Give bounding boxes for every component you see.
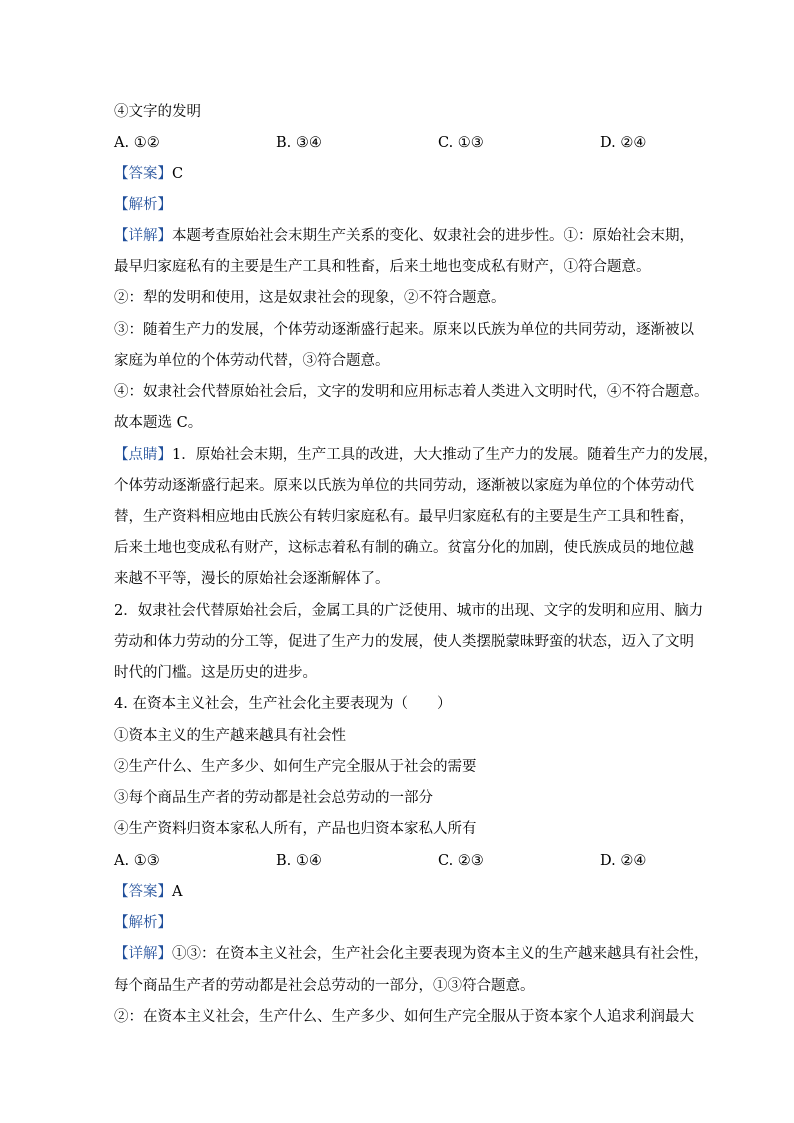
- analysis-tag: 【解析】: [114, 915, 172, 931]
- q3-detail-line: 最早归家庭私有的主要是生产工具和牲畜，后来土地也变成私有财产，①符合题意。: [114, 259, 651, 275]
- q3-point-line: 劳动和体力劳动的分工等，促进了生产力的发展，使人类摆脱蒙昧野蛮的状态，迈入了文明: [114, 634, 694, 650]
- q3-point-line: 来越不平等，漫长的原始社会逐渐解体了。: [114, 571, 390, 587]
- q4-detail-line: ②：在资本主义社会，生产什么、生产多少、如何生产完全服从于资本家个人追求利润最大: [114, 1009, 694, 1025]
- q4-detail-line: [114, 944, 709, 964]
- detail-tag: 【详解】: [114, 228, 172, 244]
- q4-choice-a: A. ①③: [114, 853, 160, 869]
- q4-choice-c: C. ②③: [438, 853, 484, 869]
- q3-choice-d: D. ②④: [600, 135, 647, 151]
- q4-choice-b: B. ①④: [276, 853, 322, 869]
- point-text: 1．原始社会末期，生产工具的改进，大大推动了生产力的发展。随着生产力的发展，: [172, 447, 718, 463]
- q4-option-1: ①资本主义的生产越来越具有社会性: [114, 728, 346, 744]
- detail-text: ①③：在资本主义社会，生产社会化主要表现为资本主义的生产越来越具有社会性，: [172, 946, 709, 962]
- q3-point-line: 后来土地也变成私有财产，这标志着私有制的确立。贫富分化的加剧，使氏族成员的地位越: [114, 540, 694, 556]
- q4-choice-d: D. ②④: [600, 853, 647, 869]
- q4-option-3: ③每个商品生产者的劳动都是社会总劳动的一部分: [114, 790, 433, 806]
- q4-option-2: ②生产什么、生产多少、如何生产完全服从于社会的需要: [114, 759, 477, 775]
- q3-point-line: 个体劳动逐渐盛行起来。原来以氏族为单位的共同劳动，逐渐被以家庭为单位的个体劳动代: [114, 478, 694, 494]
- q4-option-4: ④生产资料归资本家私人所有，产品也归资本家私人所有: [114, 821, 477, 837]
- answer-tag: 【答案】: [114, 166, 172, 182]
- q3-detail-line: 故本题选 C。: [114, 415, 203, 431]
- q3-detail-line: ②：犁的发明和使用，这是奴隶社会的现象，②不符合题意。: [114, 290, 506, 306]
- q3-choice-c: C. ①③: [438, 135, 484, 151]
- q3-answer: [114, 164, 183, 184]
- answer-value: A: [172, 884, 183, 900]
- q3-detail-line: 家庭为单位的个体劳动代替，③符合题意。: [114, 353, 390, 369]
- q4-answer: [114, 882, 182, 902]
- q3-detail-line: ④：奴隶社会代替原始社会后，文字的发明和应用标志着人类进入文明时代，④不符合题意。: [114, 384, 709, 400]
- q3-detail-line: ③：随着生产力的发展，个体劳动逐渐盛行起来。原来以氏族为单位的共同劳动，逐渐被以: [114, 322, 694, 338]
- q4-detail-line: 每个商品生产者的劳动都是社会总劳动的一部分，①③符合题意。: [114, 978, 535, 994]
- q3-choice-a: A. ①②: [114, 135, 160, 151]
- answer-value: C: [172, 166, 184, 182]
- analysis-tag: 【解析】: [114, 197, 172, 213]
- q3-detail-line: [114, 226, 694, 246]
- detail-text: 本题考查原始社会末期生产关系的变化、奴隶社会的进步性。①：原始社会末期，: [172, 228, 694, 244]
- answer-tag: 【答案】: [114, 884, 172, 900]
- detail-tag: 【详解】: [114, 946, 172, 962]
- point-tag: 【点睛】: [114, 447, 172, 463]
- q3-option-4: ④文字的发明: [114, 104, 201, 120]
- q3-point-line: 2．奴隶社会代替原始社会后，金属工具的广泛使用、城市的出现、文字的发明和应用、脑力: [114, 603, 704, 619]
- q3-point-line: 时代的门槛。这是历史的进步。: [114, 665, 317, 681]
- q3-choice-b: B. ③④: [276, 135, 322, 151]
- q3-point-line: [114, 445, 718, 465]
- q4-stem: 4. 在资本主义社会，生产社会化主要表现为（ ）: [114, 696, 452, 712]
- q3-point-line: 替，生产资料相应地由氏族公有转归家庭私有。最早归家庭私有的主要是生产工具和牲畜，: [114, 509, 694, 525]
- q3-analysis-heading: [114, 195, 172, 215]
- q4-analysis-heading: [114, 913, 172, 933]
